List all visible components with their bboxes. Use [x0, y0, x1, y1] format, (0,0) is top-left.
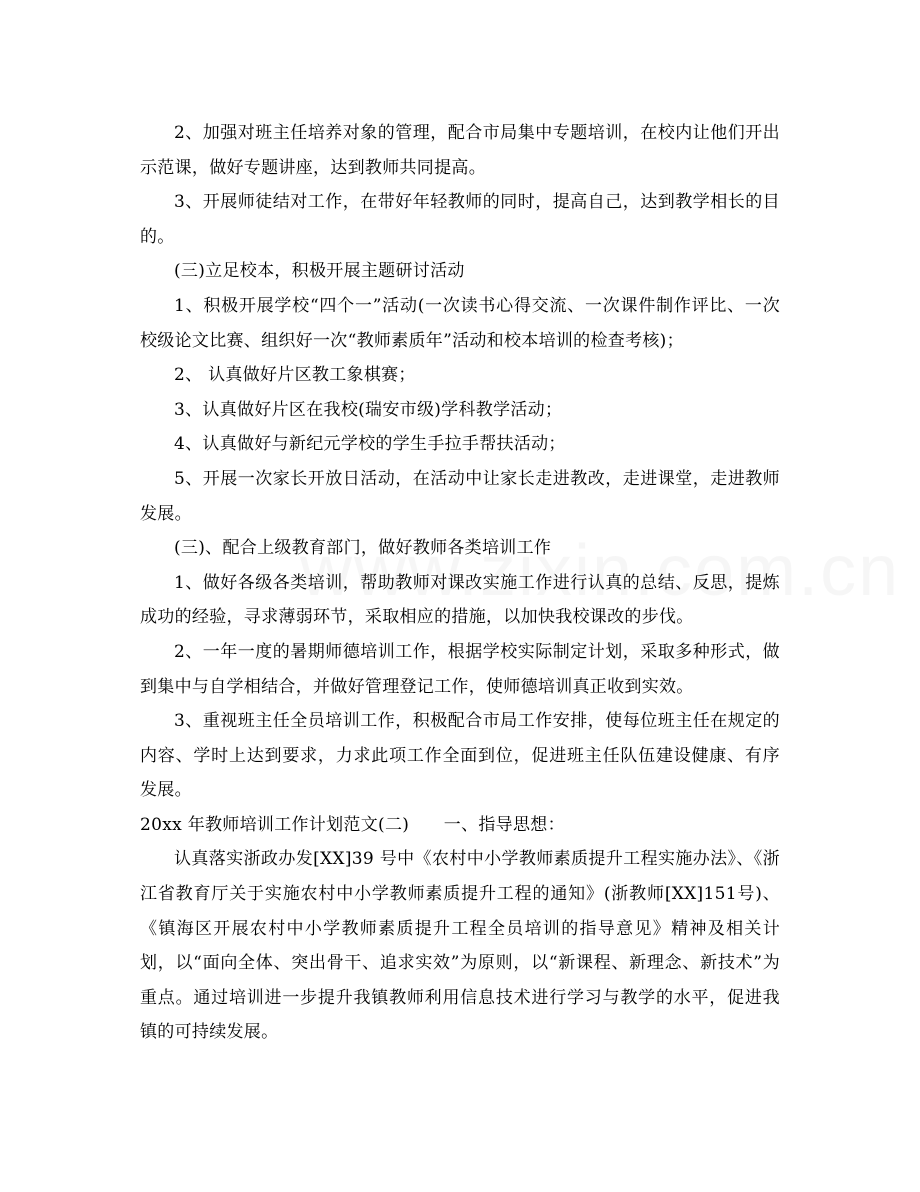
paragraph-item-2: 2、加强对班主任培养对象的管理，配合市局集中专题培训，在校内让他们开出示范课，做好专题讲座，达到教师共同提高。	[140, 123, 780, 178]
paragraph-activity-2: 2、 认真做好片区教工象棋赛；	[174, 365, 416, 386]
paragraph-training-3: 3、重视班主任全员培训工作，积极配合市局工作安排，使每位班主任在规定的内容、学时上达到要求，力求此项工作全面到位，促进班主任队伍建设健康、有序发展。	[140, 711, 780, 801]
document-body	[140, 116, 780, 1050]
paragraph-training-1: 1、做好各级各类培训，帮助教师对课改实施工作进行认真的总结、反思，提炼成功的经验，寻求薄弱环节，采取相应的措施，以加快我校课改的步伐。	[140, 572, 780, 628]
section-heading-training: (三)、配合上级教育部门，做好教师各类培训工作	[174, 538, 552, 559]
paragraph-guiding-ideology: 认真落实浙政办发[XX]39 号中《农村中小学教师素质提升工程实施办法》、《浙江省教育厅关于实施农村中小学教师素质提升工程的通知》(浙教师[XX]151号)、《镇海区开展农村中小学教师素质提升工程全员培训的指导意见》精神及相关计划，以“面向全体、突出骨干、追求实效”为原则，以“新课程、新理念、新技术”为重点。通过培训进一步提升我镇教师利用信息技术进行学习与教学的水平，促进我镇的可持续发展。	[140, 849, 780, 1043]
paragraph-activity-4: 4、认真做好与新纪元学校的学生手拉手帮扶活动；	[174, 434, 566, 455]
paragraph-activity-5: 5、开展一次家长开放日活动，在活动中让家长走进教改，走进课堂，走进教师发展。	[140, 468, 780, 524]
paragraph-item-3: 3、开展师徒结对工作，在带好年轻教师的同时，提高自己，达到教学相长的目的。	[140, 192, 780, 247]
paragraph-training-2: 2、一年一度的暑期师德培训工作，根据学校实际制定计划，采取多种形式，做到集中与自学相结合，并做好管理登记工作，使师德培训真正收到实效。	[140, 641, 780, 697]
document-title-part-two: 20xx 年教师培训工作计划范文(二) 一、指导思想：	[140, 814, 565, 835]
paragraph-activity-1: 1、积极开展学校“四个一”活动(一次读书心得交流、一次课件制作评比、一次校级论文比赛、组织好一次“教师素质年”活动和校本培训的检查考核)；	[140, 295, 780, 351]
section-heading-school-based: (三)立足校本，积极开展主题研讨活动	[174, 261, 465, 282]
paragraph-activity-3: 3、认真做好片区在我校(瑞安市级)学科教学活动；	[174, 399, 563, 420]
